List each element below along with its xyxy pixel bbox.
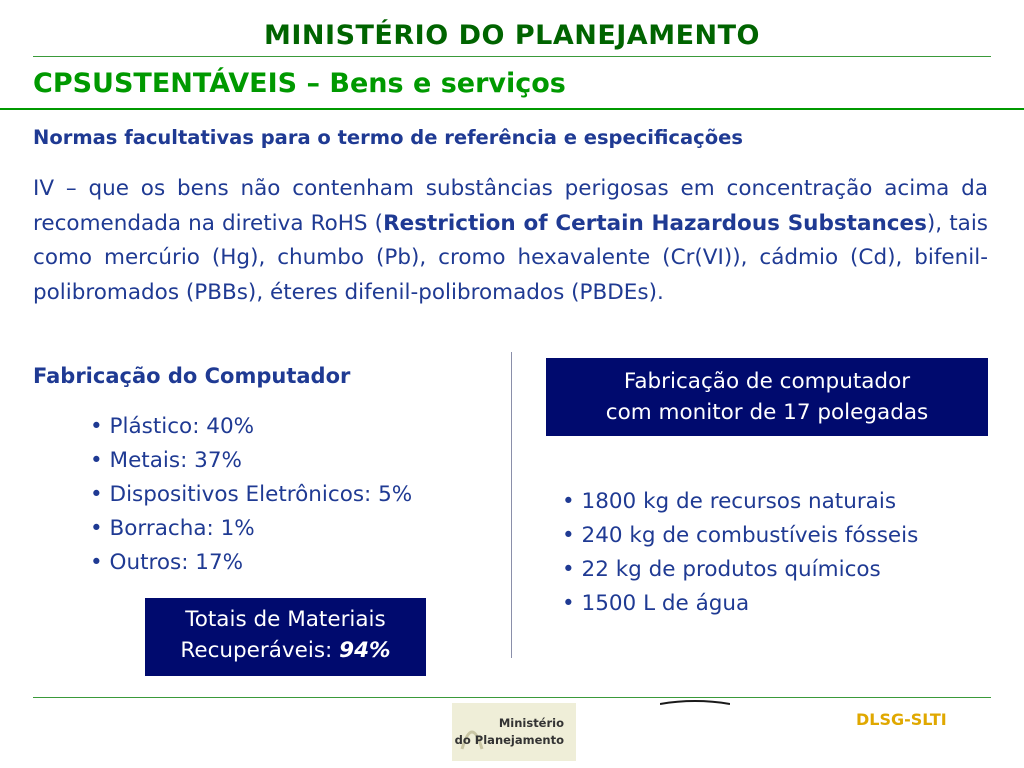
paragraph-text-2: ), tais como mercúrio (Hg), chumbo (Pb), cromo hexavalente (Cr(VI)), cádmio (Cd), bifenil-polibromados (PBBs), éteres difenil-polibromados (PBDEs). (33, 210, 988, 305)
computer-box-line-2: com monitor de 17 polegadas (605, 400, 929, 425)
ministry-logo (452, 703, 576, 761)
materials-list (90, 410, 412, 580)
list-item: • Metais: 37% (90, 448, 242, 473)
list-item: • 1800 kg de recursos naturais (562, 489, 897, 514)
logo-line-2: do Planejamento (454, 733, 564, 747)
list-item: • Plástico: 40% (90, 414, 255, 439)
paragraph-text-1: IV – que os bens não contenham substâncias perigosas em concentração acima da recomendada na diretiva RoHS ( (33, 176, 988, 236)
vertical-divider (511, 352, 512, 658)
resources-list (562, 485, 918, 621)
ministry-title: MINISTÉRIO DO PLANEJAMENTO (264, 20, 760, 51)
rohs-paragraph (33, 172, 988, 310)
paragraph-bold-term: Restriction of Certain Hazardous Substances (383, 210, 927, 236)
section-heading: Normas facultativas para o termo de referência e especificações (33, 126, 743, 149)
totals-box (145, 598, 426, 676)
totals-label: Recuperáveis: (180, 638, 340, 663)
list-item: • 240 kg de combustíveis fósseis (562, 523, 919, 548)
logo-text (455, 715, 564, 749)
list-item: • Dispositivos Eletrônicos: 5% (90, 482, 413, 507)
list-item: • 1500 L de água (562, 591, 750, 616)
left-heading: Fabricação do Computador (33, 364, 351, 388)
computer-box (546, 358, 988, 436)
top-divider (33, 56, 991, 57)
totals-line-2 (145, 635, 426, 666)
slide-title: CPSUSTENTÁVEIS – Bens e serviços (33, 68, 566, 99)
totals-value: 94% (339, 638, 391, 663)
footer-swoosh-icon (660, 698, 730, 706)
totals-line-1: Totais de Materiais (185, 607, 386, 632)
footer-code: DLSG-SLTI (856, 710, 947, 729)
list-item: • 22 kg de produtos químicos (562, 557, 881, 582)
computer-box-line-1: Fabricação de computador (623, 369, 911, 394)
title-divider (0, 108, 1024, 110)
list-item: • Outros: 17% (90, 550, 244, 575)
logo-line-1: Ministério (498, 716, 564, 730)
list-item: • Borracha: 1% (90, 516, 255, 541)
bottom-divider (33, 697, 991, 698)
